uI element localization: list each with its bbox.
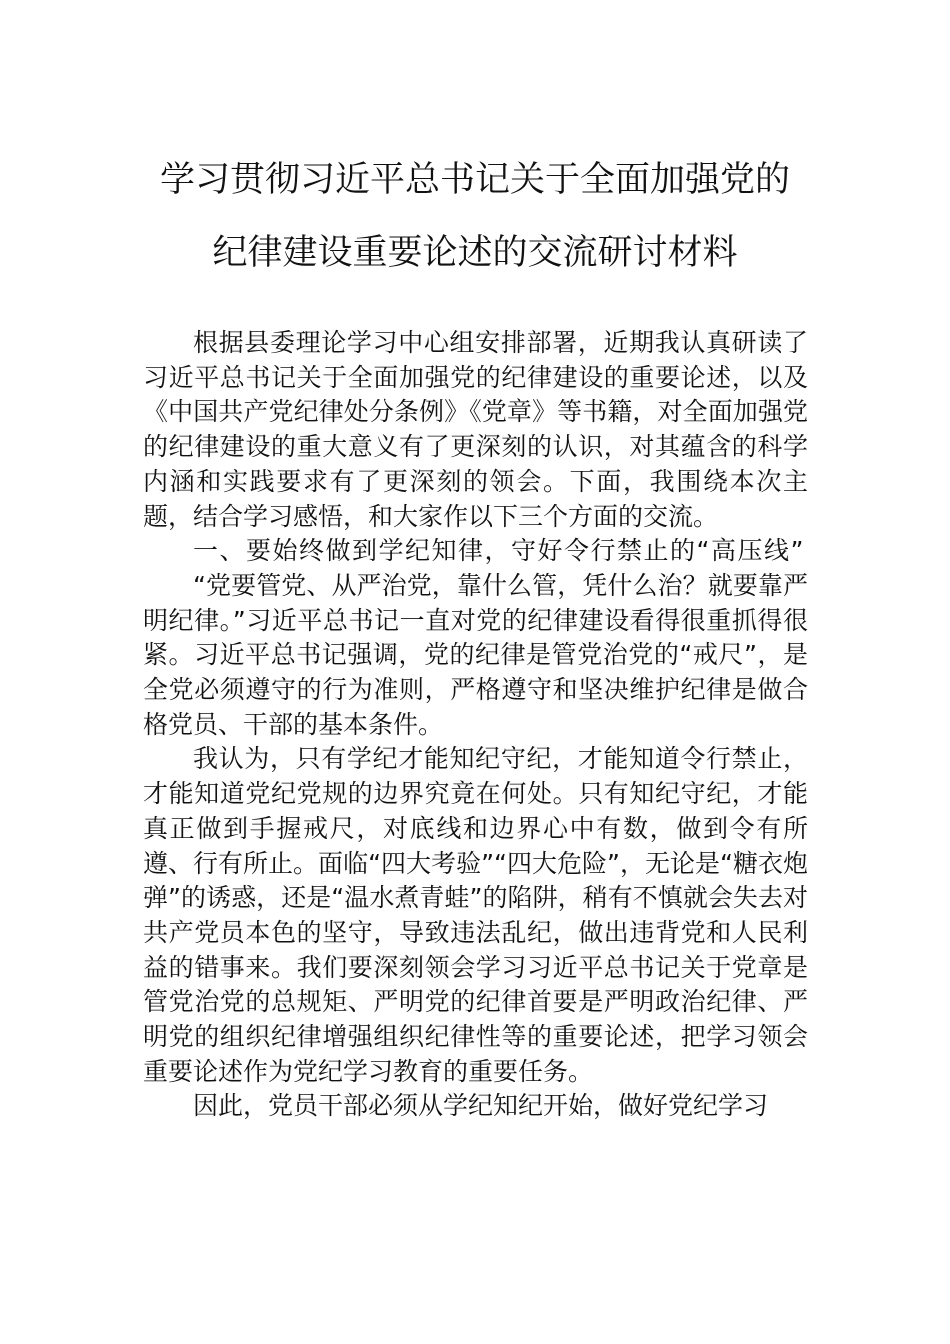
body-paragraph-opinion: 我认为，只有学纪才能知纪守纪，才能知道令行禁止，才能知道党纪党规的边界究竟在何处。只有知纪守纪，才能真正做到手握戒尺，对底线和边界心中有数，做到令有所遵、行有所止。面临“四大考验”“四大危险”，无论是“糖衣炮弹”的诱惑，还是“温水煮青蛙”的陷阱，稍有不慎就会失去对共产党员本色的坚守，导致违法乱纪，做出违背党和人民利益的错事来。我们要深刻领会学习习近平总书记关于党章是管党治党的总规矩、严明党的纪律首要是严明政治纪律、严明党的组织纪律增强组织纪律性等的重要论述，把学习领会重要论述作为党纪学习教育的重要任务。	[143, 744, 808, 1086]
title-line-2: 纪律建设重要论述的交流研讨材料	[212, 233, 738, 273]
document-title	[140, 160, 810, 273]
section-heading-1: 一、要始终做到学纪知律，守好令行禁止的“高压线”	[193, 536, 805, 566]
document-body	[143, 326, 808, 1124]
title-line-1: 学习贯彻习近平总书记关于全面加强党的	[159, 160, 790, 200]
body-paragraph-quote: “党要管党、从严治党，靠什么管，凭什么治？就要靠严明纪律。”习近平总书记一直对党的纪律建设看得很重抓得很紧。习近平总书记强调，党的纪律是管党治党的“戒尺”，是全党必须遵守的行为准则，严格遵守和坚决维护纪律是做合格党员、干部的基本条件。	[143, 570, 808, 739]
body-paragraph-conclusion: 因此，党员干部必须从学纪知纪开始，做好党纪学习	[193, 1091, 769, 1121]
intro-paragraph: 根据县委理论学习中心组安排部署，近期我认真研读了习近平总书记关于全面加强党的纪律建设的重要论述，以及《中国共产党纪律处分条例》《党章》等书籍，对全面加强党的纪律建设的重大意义有了更深刻的认识，对其蕴含的科学内涵和实践要求有了更深刻的领会。下面，我围绕本次主题，结合学习感悟，和大家作以下三个方面的交流。	[143, 328, 808, 531]
